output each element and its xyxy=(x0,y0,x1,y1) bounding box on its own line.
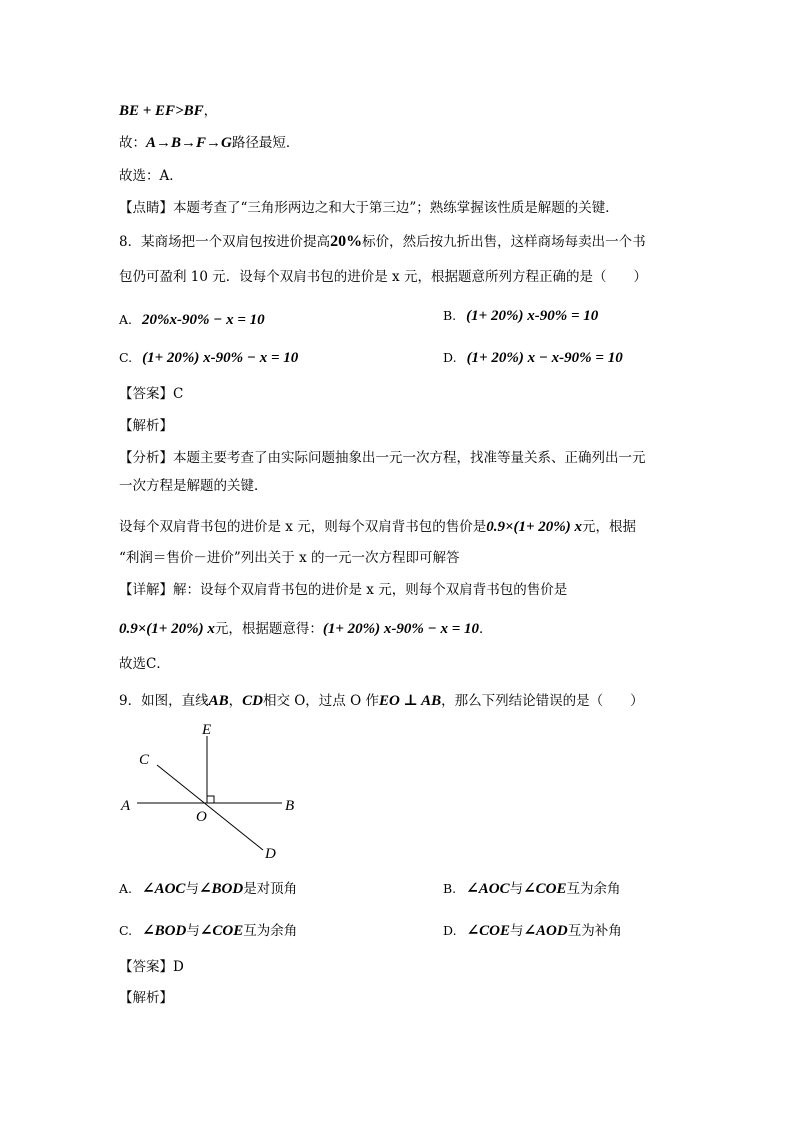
q8-option-a xyxy=(119,310,265,330)
text: 元，根据 xyxy=(582,519,637,535)
option-label: A. xyxy=(119,881,133,896)
math-expression: ∠COE xyxy=(466,923,510,939)
option-label: D. xyxy=(443,923,457,938)
q8-analysis-line2: 一次方程是解题的关键． xyxy=(119,478,268,494)
line-comment: 【点睛】本题考查了“三角形两边之和大于第三边”；熟练掌握该性质是解题的关键． xyxy=(119,200,619,216)
label-o: O xyxy=(196,809,207,825)
math-expression: ∠AOC xyxy=(142,881,186,897)
option-label: C. xyxy=(119,350,133,365)
line-cd xyxy=(157,765,263,850)
text: 与 xyxy=(509,881,524,897)
math-expression: (1+ 20%) x-90% = 10 xyxy=(466,308,599,324)
text: 与 xyxy=(509,923,524,939)
text: 相交 O，过点 O 作 xyxy=(262,693,379,709)
q9-option-b xyxy=(443,879,621,899)
q8-jiexi: 【解析】 xyxy=(119,418,173,434)
text: ， xyxy=(203,103,218,119)
math-expression: 0.9×(1+ 20%) x xyxy=(119,621,215,637)
q8-detail-line2 xyxy=(119,619,493,639)
math-expression: ∠BOD xyxy=(142,923,187,939)
text: ， xyxy=(228,693,243,709)
q9-option-c xyxy=(119,921,297,941)
text: ． xyxy=(479,621,493,637)
math-expression: AB xyxy=(208,693,229,709)
math-expression: ∠COE xyxy=(523,881,567,897)
q9-option-d xyxy=(443,921,622,941)
option-label: B. xyxy=(443,881,457,896)
q8-stem-line2: 包仍可盈利 10 元．设每个双肩书包的进价是 x 元，根据题意所列方程正确的是（ ） xyxy=(119,269,647,285)
label-b: B xyxy=(285,798,295,814)
q8-stem-line1 xyxy=(119,232,646,252)
option-label: D. xyxy=(443,350,457,365)
math-expression: EO ⊥ AB xyxy=(378,693,442,709)
q8-option-c xyxy=(119,348,298,368)
math-expression: (1+ 20%) x-90% − x = 10 xyxy=(142,350,299,366)
text: 故： xyxy=(119,135,146,151)
q8-conclusion: 故选C． xyxy=(119,656,170,672)
text: 8．某商场把一个双肩包按进价提高 xyxy=(119,234,331,250)
text: 标价，然后按九折出售，这样商场每卖出一个书 xyxy=(362,234,646,250)
q9-jiexi: 【解析】 xyxy=(119,990,173,1006)
text: 路径最短． xyxy=(231,135,300,151)
option-label: C. xyxy=(119,923,133,938)
q8-answer: 【答案】C xyxy=(119,386,184,402)
q9-option-a xyxy=(119,879,297,899)
math-expression: ∠AOD xyxy=(523,923,568,939)
text: 9．如图，直线 xyxy=(119,693,209,709)
label-e: E xyxy=(202,722,212,738)
q8-setup-line1 xyxy=(119,517,636,537)
line-shortest-path xyxy=(119,133,299,153)
text: 设每个双肩背书包的进价是 x 元，则每个双肩背书包的售价是 xyxy=(119,519,487,535)
math-expression: (1+ 20%) x − x-90% = 10 xyxy=(466,350,623,366)
q9-figure xyxy=(115,718,315,868)
text: 元，根据题意得： xyxy=(214,621,323,637)
line-choice-a: 故选：A． xyxy=(119,168,183,184)
q8-option-d xyxy=(443,348,623,368)
text: ，那么下列结论错误的是（ ） xyxy=(441,693,644,709)
label-c: C xyxy=(139,752,150,768)
math-expression: ∠BOD xyxy=(198,881,244,897)
math-expression: BE + EF>BF xyxy=(119,103,204,119)
line-be-ef-bf xyxy=(119,101,217,121)
math-expression: ∠AOC xyxy=(466,881,510,897)
q8-setup-line2: “利润＝售价－进价”列出关于 x 的一元一次方程即可解答 xyxy=(119,550,460,566)
option-label: B. xyxy=(443,308,457,323)
text: 互为补角 xyxy=(567,923,622,939)
math-expression: 0.9×(1+ 20%) x xyxy=(486,519,583,535)
option-label: A. xyxy=(119,312,133,327)
text: 与 xyxy=(186,923,200,939)
math-expression: ∠COE xyxy=(199,923,244,939)
text: 互为余角 xyxy=(243,923,298,939)
q9-answer: 【答案】D xyxy=(119,959,184,975)
text: 互为余角 xyxy=(566,881,621,897)
q8-detail-line1: 【详解】解：设每个双肩背书包的进价是 x 元，则每个双肩背书包的售价是 xyxy=(119,582,568,598)
text: 与 xyxy=(185,881,199,897)
label-a: A xyxy=(121,798,131,814)
right-angle-mark xyxy=(207,796,214,803)
q8-option-b xyxy=(443,306,598,326)
math-expression: 20% xyxy=(330,233,363,250)
text: 是对顶角 xyxy=(243,881,298,897)
q8-analysis-line1: 【分析】本题主要考查了由实际问题抽象出一元一次方程，找准等量关系、正确列出一元 xyxy=(119,450,646,466)
math-expression: CD xyxy=(242,693,263,709)
q9-stem xyxy=(119,691,644,711)
math-expression: (1+ 20%) x-90% − x = 10 xyxy=(322,621,480,637)
math-expression: A→B→F→G xyxy=(146,135,232,151)
math-expression: 20%x-90% − x = 10 xyxy=(142,312,265,328)
label-d: D xyxy=(265,846,276,862)
